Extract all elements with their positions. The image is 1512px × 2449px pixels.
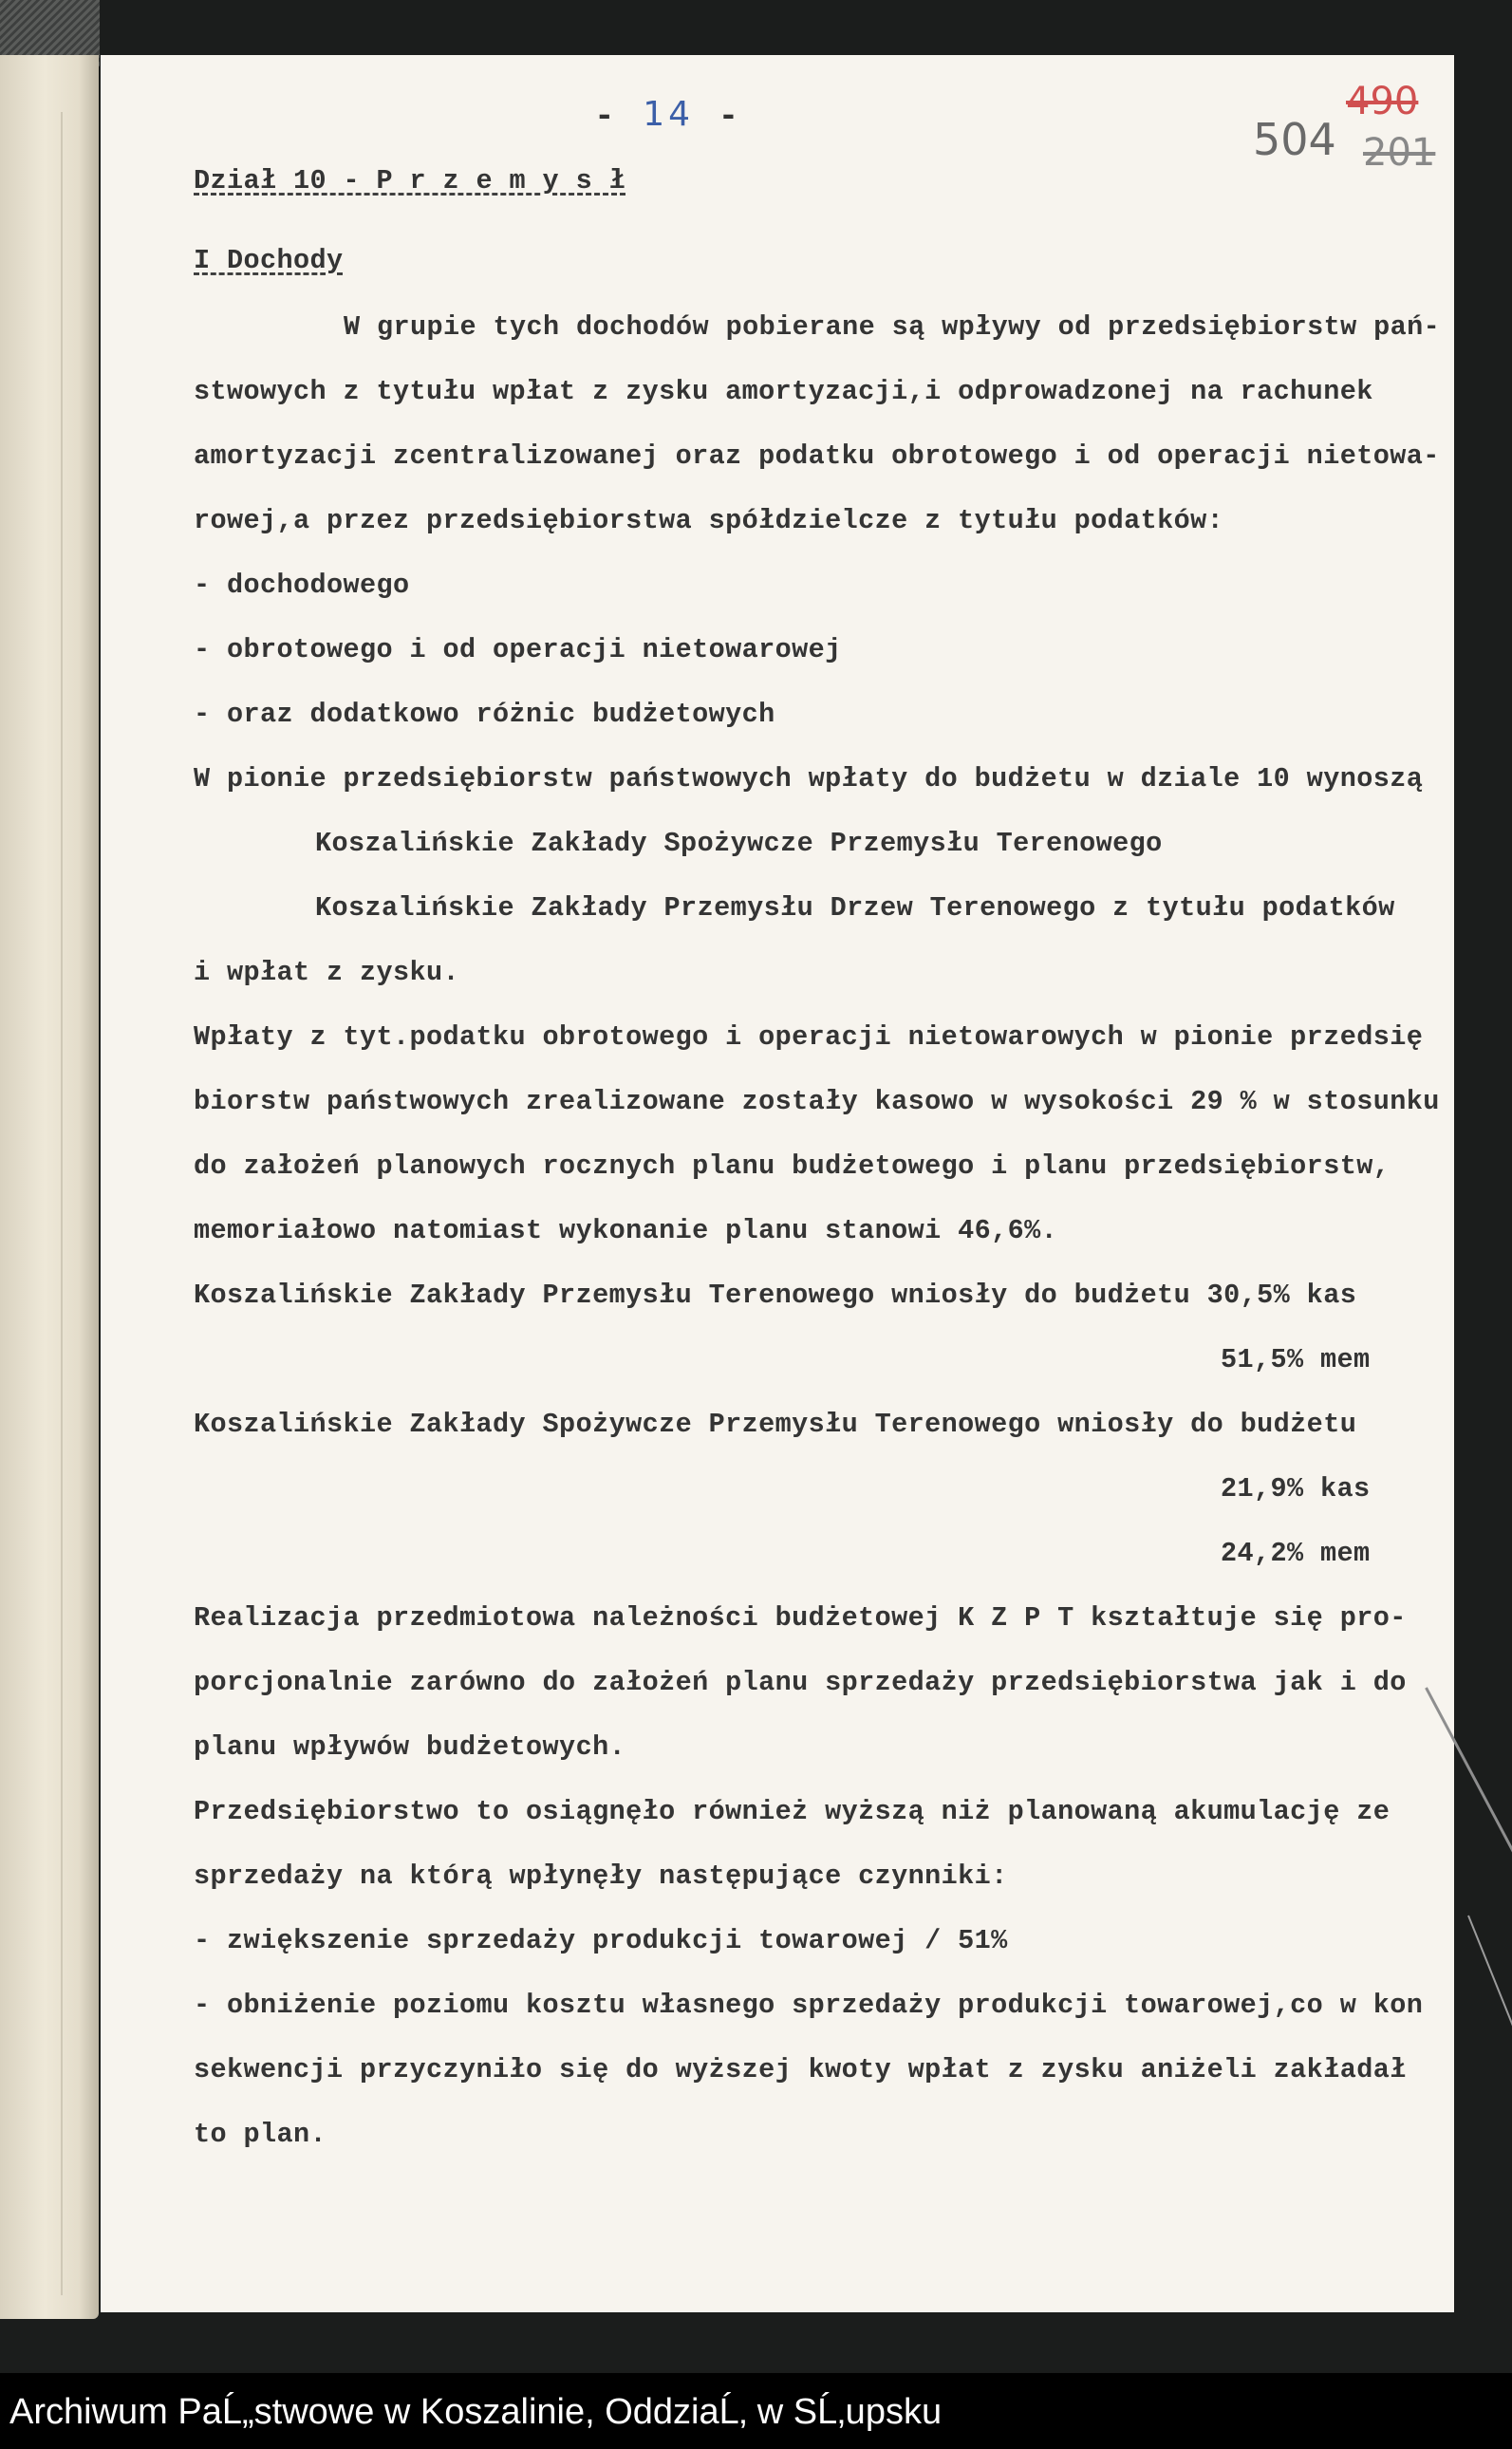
text-line: stwowych z tytułu wpłat z zysku amortyzacji,i odprowadzonej na rachunek (194, 376, 1373, 407)
section-title: Dział 10 - P r z e m y s ł (194, 165, 626, 196)
list-item: - dochodowego (194, 570, 410, 601)
text-line: sprzedaży na którą wpłynęły następujące czynniki: (194, 1860, 1008, 1892)
previous-page-edge (0, 55, 99, 2319)
page-number-value: 14 (643, 95, 695, 134)
archive-caption: Archiwum PaĹ„stwowe w Koszalinie, OddziaĹ‚ w SĹ‚upsku (9, 2392, 943, 2432)
list-item: - oraz dodatkowo różnic budżetowych (194, 699, 775, 730)
text-line: Koszalińskie Zakłady Przemysłu Terenowego wniosły do budżetu 30,5% kas (194, 1280, 1357, 1311)
list-item: - obniżenie poziomu kosztu własnego sprzedaży produkcji towarowej,co w kon (194, 1990, 1424, 2021)
value-line: 24,2% mem (1221, 1538, 1371, 1569)
text-line: Koszalińskie Zakłady Spożywcze Przemysłu Terenowego wniosły do budżetu (194, 1409, 1357, 1440)
text-line: memoriałowo natomiast wykonanie planu stanowi 46,6%. (194, 1215, 1058, 1246)
text-line: to plan. (194, 2119, 327, 2150)
page-crease (61, 112, 63, 2295)
text-line: biorstw państwowych zrealizowane zostały kasowo w wysokości 29 % w stosunku (194, 1086, 1440, 1117)
document-page (101, 55, 1454, 2312)
text-line: W grupie tych dochodów pobierane są wpływy od przedsiębiorstw pań- (344, 311, 1441, 343)
value-line: 51,5% mem (1221, 1344, 1371, 1375)
text-line: planu wpływów budżetowych. (194, 1731, 626, 1763)
list-item: - zwiększenie sprzedaży produkcji towarowej / 51% (194, 1925, 1008, 1956)
page-number (594, 95, 742, 136)
text-line: Realizacja przedmiotowa należności budżetowej K Z P T kształtuje się pro- (194, 1602, 1407, 1634)
archive-footer (0, 2373, 1512, 2449)
text-line: porcjonalnie zarówno do założeń planu sprzedaży przedsiębiorstwa jak i do (194, 1667, 1407, 1698)
archive-number-old-2: 201 (1363, 131, 1436, 175)
page-number-prefix: - (594, 97, 619, 136)
archive-number-old-1: 490 (1346, 80, 1419, 123)
section-subtitle: I Dochody (194, 245, 344, 276)
page-number-suffix: - (718, 97, 743, 136)
text-line: Wpłaty z tyt.podatku obrotowego i operacji nietowarowych w pionie przedsię (194, 1021, 1424, 1053)
value-line: 21,9% kas (1221, 1473, 1371, 1505)
text-line: rowej,a przez przedsiębiorstwa spółdzielcze z tytułu podatków: (194, 505, 1224, 536)
text-line: sekwencji przyczyniło się do wyższej kwoty wpłat z zysku aniżeli zakładał (194, 2054, 1407, 2085)
text-line: amortyzacji zcentralizowanej oraz podatku obrotowego i od operacji nietowa- (194, 440, 1440, 472)
archive-number: 504 (1253, 114, 1336, 165)
text-line: do założeń planowych rocznych planu budżetowego i planu przedsiębiorstw, (194, 1150, 1391, 1182)
text-line: Przedsiębiorstwo to osiągnęło również wyższą niż planowaną akumulację ze (194, 1796, 1391, 1827)
list-item: - obrotowego i od operacji nietowarowej (194, 634, 842, 665)
text-line: Koszalińskie Zakłady Spożywcze Przemysłu Terenowego (315, 828, 1163, 859)
text-line: W pionie przedsiębiorstw państwowych wpłaty do budżetu w dziale 10 wynoszą (194, 763, 1424, 795)
text-line: Koszalińskie Zakłady Przemysłu Drzew Terenowego z tytułu podatków (315, 892, 1395, 924)
text-line: i wpłat z zysku. (194, 957, 460, 988)
